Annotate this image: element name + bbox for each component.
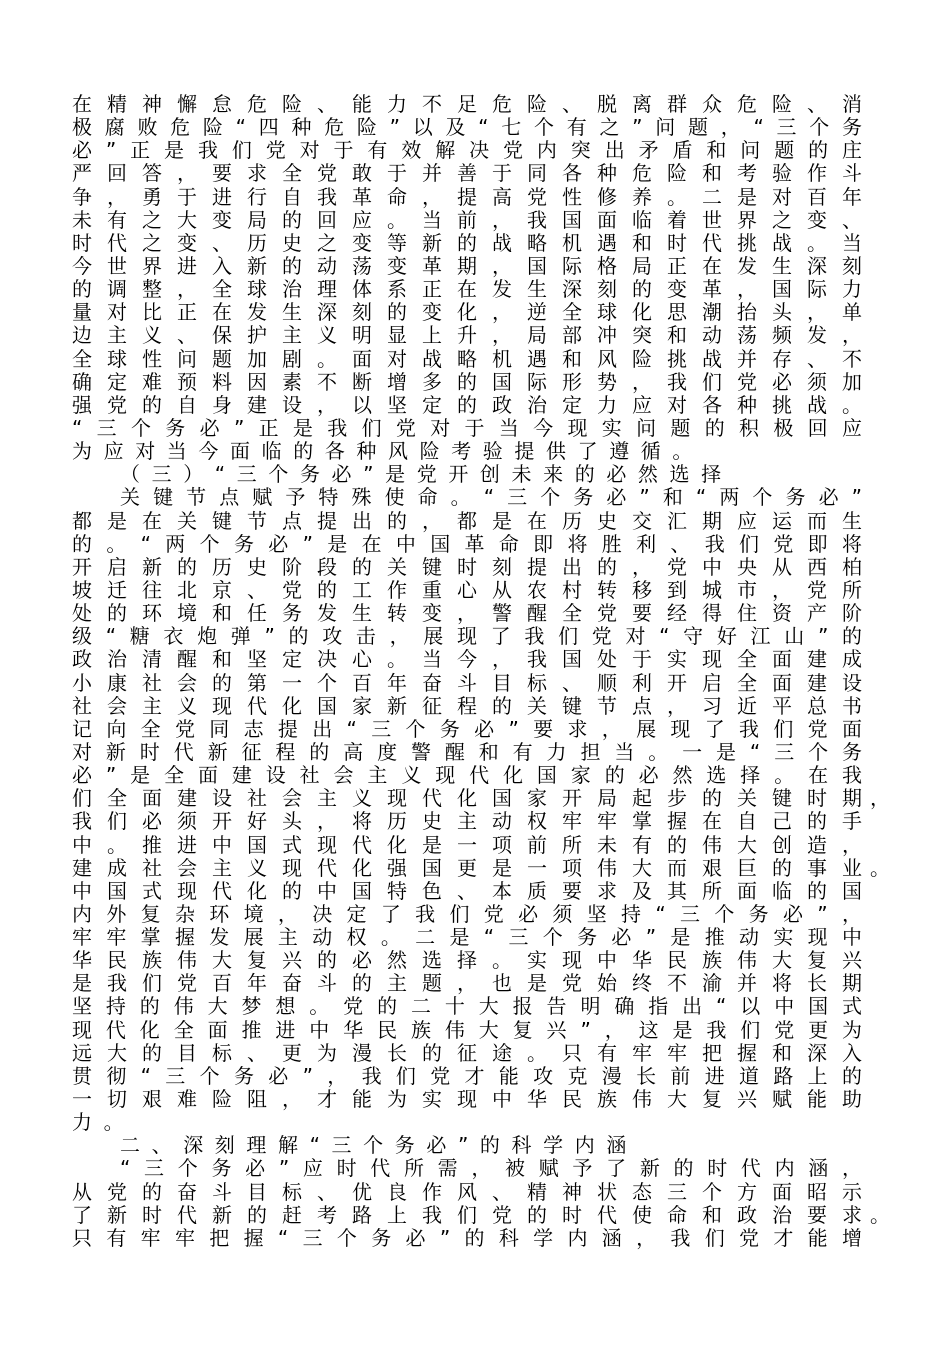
text-line-content: 今世界进入新的动荡变革期，国际格局正在发生深刻 [72,253,862,278]
text-line-content: 是我们党百年奋斗的主题，也是党始终不渝并将长期 [72,971,862,996]
text-line [72,139,862,162]
text-line-content: 量对比正在发生深刻的变化，逆全球化思潮抬头，单 [72,300,862,325]
text-line-content: 都是在关键节点提出的，都是在历史交汇期应运而生 [72,508,862,533]
text-line [72,1019,862,1042]
text-line-content: 级“糖衣炮弹”的攻击，展现了我们党对“守好江山”的 [72,624,862,649]
text-line-content: 开启新的历史阶段的关键时刻提出的，党中央从西柏 [72,554,862,579]
text-line-content: 强党的自身建设，以坚定的政治定力应对各种挑战。 [72,392,862,417]
text-line-content: 严回答，要求全党敢于并善于同各种危险和考验作斗 [72,161,862,186]
text-line [72,510,862,533]
text-line-content: 只有牢牢把握“三个务必”的科学内涵，我们党才能增 [72,1225,862,1250]
text-line [72,116,862,139]
text-line-content: 时代之变、历史之变等新的战略机遇和时代挑战。当 [72,230,862,255]
text-line-content: 坡迁往北京、党的工作重心从农村转移到城市，党所 [72,577,862,602]
text-line [72,324,862,347]
text-line-content: 一切艰难险阻，才能为实现中华民族伟大复兴赋能助 [72,1087,862,1112]
text-line-content: 为应对当今面临的各种风险考验提供了遵循。 [72,439,704,464]
text-line [72,810,862,833]
text-line-content: 确定难预料因素不断增多的国际形势，我们党必须加 [72,369,862,394]
text-line [72,880,862,903]
text-line-content: 从党的奋斗目标、优良作风、精神状态三个方面昭示 [72,1179,862,1204]
text-line [72,209,862,232]
text-line-content: 中。推进中国式现代化是一项前所未有的伟大创造， [72,832,862,857]
text-line [72,741,862,764]
text-line-content: 全球性问题加剧。面对战略机遇和风险挑战并存、不 [72,346,862,371]
text-line-content: 中国式现代化的中国特色、本质要求及其所面临的国 [72,878,862,903]
text-line [72,1157,862,1180]
text-line [72,278,862,301]
text-line [72,855,890,880]
text-line-content: 关键节点赋予特殊使命。“三个务必”和“两个务必” [120,485,862,510]
line-end-punctuation: ， [870,786,890,811]
text-line [72,1111,862,1134]
text-line [72,1042,862,1065]
text-line [72,255,862,278]
text-line-content: 华民族伟大复兴的必然选择。实现中华民族伟大复兴 [72,948,862,973]
document-body [72,92,890,1250]
text-line-content: “三个务必”应时代所需，被赋予了新的时代内涵， [120,1156,862,1181]
text-line [72,625,862,648]
text-line [72,533,862,556]
text-line-content: 远大的目标、更为漫长的征途。只有牢牢把握和深入 [72,1040,862,1065]
text-line-content: 争，勇于进行自我革命，提高党性修养。二是对百年 [72,184,862,209]
text-line-content: 极腐败危险“四种危险”以及“七个有之”问题，“三个务 [72,115,862,140]
text-line [72,1181,862,1204]
line-end-punctuation: 。 [870,855,890,880]
text-line-content: 坚持的伟大梦想。党的二十大报告明确指出“以中国式 [72,994,862,1019]
text-line [72,394,862,417]
text-line [72,764,862,787]
text-line [72,440,862,463]
text-line-content: （三）“三个务必”是党开创未来的必然选择 [120,462,733,487]
text-line-content: 的。“两个务必”是在中国革命即将胜利、我们党即将 [72,531,862,556]
text-line-content: 小康社会的第一个百年奋斗目标、顺利开启全面建设 [72,670,862,695]
text-line [72,949,862,972]
text-line [72,186,862,209]
text-line [72,995,862,1018]
text-line-content: 政治清醒和坚定决心。当今，我国处于实现全面建成 [72,647,862,672]
text-line [72,903,862,926]
text-line [72,371,862,394]
section-heading [72,463,862,486]
text-line-content: 贯彻“三个务必”，我们党才能攻克漫长前进道路上的 [72,1063,862,1088]
text-line [72,486,862,509]
text-line-content: 处的环境和任务发生转变，警醒全党要经得住资产阶 [72,601,862,626]
text-line [72,162,862,185]
text-line [72,348,862,371]
text-line-content: 记向全党同志提出“三个务必”要求，展现了我们党面 [72,716,862,741]
text-line-content: “三个务必”正是我们党对于当今现实问题的积极回应 [72,415,862,440]
text-line [72,718,862,741]
text-line-content: 的调整，全球治理体系正在发生深刻的变革，国际力 [72,277,862,302]
text-line [72,93,862,116]
text-line [72,926,862,949]
text-line [72,672,862,695]
text-line-content: 建成社会主义现代化强国更是一项伟大而艰巨的事业 [72,855,862,880]
text-line [72,786,890,811]
text-line [72,972,862,995]
text-line [72,417,862,440]
text-line [72,834,862,857]
text-line [72,648,862,671]
text-line-content: 在精神懈怠危险、能力不足危险、脱离群众危险、消 [72,92,862,116]
text-line [72,1202,890,1227]
text-line-content: 必”正是我们党对于有效解决党内突出矛盾和问题的庄 [72,138,862,163]
text-line-content: 了新时代新的赶考路上我们党的时代使命和政治要求 [72,1202,862,1227]
text-line-content: 内外复杂环境，决定了我们党必须坚持“三个务必”， [72,901,862,926]
line-end-punctuation: 。 [870,1202,890,1227]
text-line-content: 未有之大变局的回应。当前，我国面临着世界之变、 [72,207,862,232]
text-line [72,579,862,602]
text-line [72,1065,862,1088]
text-line-content: 对新时代新征程的高度警醒和有力担当。一是“三个务 [72,739,862,764]
text-line-content: 二、深刻理解“三个务必”的科学内涵 [120,1133,638,1158]
text-line [72,1088,862,1111]
text-line-content: 牢牢掌握发展主动权。二是“三个务必”是推动实现中 [72,925,862,950]
text-line [72,602,862,625]
text-line-content: 现代化全面推进中华民族伟大复兴”，这是我们党更为 [72,1017,862,1042]
text-line-content: 边主义、保护主义明显上升，局部冲突和动荡频发， [72,323,862,348]
text-line-content: 力。 [72,1110,136,1135]
text-line-content: 必”是全面建设社会主义现代化国家的必然选择。在我 [72,763,862,788]
text-line-content: 们全面建设社会主义现代化国家开局起步的关键时期 [72,786,862,811]
text-line [72,232,862,255]
text-line-content: 社会主义现代化国家新征程的关键节点，习近平总书 [72,693,862,718]
text-line [72,301,862,324]
text-line-content: 我们必须开好头，将历史主动权牢牢掌握在自己的手 [72,809,862,834]
text-line [72,695,862,718]
text-line [72,556,862,579]
text-line [72,1227,862,1250]
section-heading [72,1134,862,1157]
